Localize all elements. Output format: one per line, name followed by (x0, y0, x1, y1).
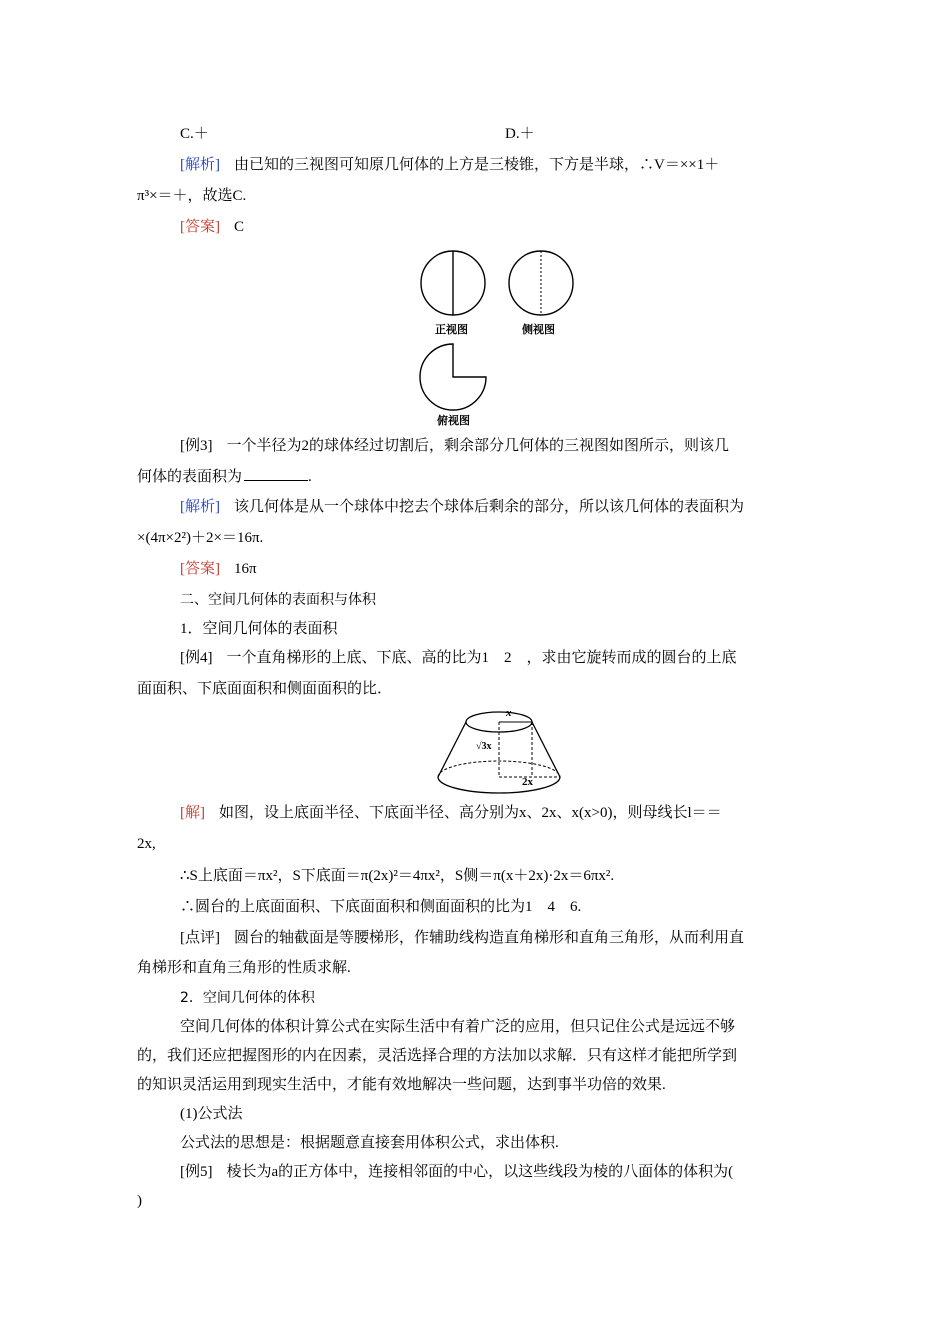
subsection-heading-2: 2．空间几何体的体积 (180, 990, 315, 1006)
method-1-heading: (1)公式法 (180, 1106, 243, 1122)
analysis-text: 由已知的三视图可知原几何体的上方是三棱锥，下方是半球，∴V＝××1＋ (234, 157, 720, 173)
answer-blank (244, 466, 308, 481)
analysis-line-2: π³×＝＋，故选C. (137, 188, 247, 204)
top-radius-label: x (506, 707, 512, 719)
paragraph-line-3: 的知识灵活运用到现实生活中，才能有效地解决一些问题，达到事半功倍的效果. (137, 1077, 666, 1093)
example-4-text: 一个直角梯形的上底、下底、高的比为1 2 ，求由它旋转而成的圆台的上底 (226, 650, 737, 666)
side-view-caption: 侧视图 (522, 323, 555, 336)
example-3-line-2 (137, 466, 312, 487)
front-view-caption: 正视图 (435, 323, 468, 336)
example-5-tag: [例5] (180, 1164, 213, 1180)
option-d: D.＋ (505, 126, 535, 142)
analysis-3-tag: [解析] (180, 499, 220, 515)
left-slant (438, 722, 466, 777)
example-4-line-1 (180, 648, 737, 668)
solution-4-tag: [解] (180, 805, 205, 821)
paragraph-line-2: 的，我们还应把握图形的内在因素，灵活选择合理的方法加以求解．只有这样才能把所学到 (137, 1048, 738, 1064)
answer-3-text: 16π (234, 561, 257, 577)
paragraph-line-1: 空间几何体的体积计算公式在实际生活中有着广泛的应用，但只记住公式是远远不够 (180, 1019, 736, 1035)
answer-line (180, 217, 244, 237)
analysis-line-1 (180, 155, 719, 175)
top-view-caption: 俯视图 (437, 414, 470, 427)
answer-3-tag: [答案] (180, 561, 220, 577)
answer-tag: [答案] (180, 219, 220, 235)
analysis-3-text: 该几何体是从一个球体中挖去个球体后剩余的部分，所以该几何体的表面积为 (234, 499, 745, 515)
example-4-line-2: 面面积、下底面面积和侧面面积的比． (137, 681, 393, 697)
solution-4-text: 如图，设上底面半径、下底面半径、高分别为x、2x、x(x>0)，则母线长l＝＝ (219, 805, 722, 821)
comment-tag: [点评] (180, 930, 220, 946)
example-3-text-2: 何体的表面积为 (137, 469, 243, 485)
bottom-front-arc (438, 777, 560, 793)
example-5-line-2: ) (137, 1193, 142, 1209)
bottom-radius-label: 2x (522, 776, 533, 788)
example-3-period: . (308, 469, 312, 485)
example-4-tag: [例4] (180, 650, 213, 666)
solution-4-line-3: ∴S上底面＝πx²，S下底面＝π(2x)²＝4πx²，S侧＝π(x＋2x)·2x＝6πx². (180, 868, 615, 884)
example-3-line-1 (180, 436, 729, 456)
option-c: C.＋ (180, 126, 209, 142)
solution-4-line-2: 2x, (137, 836, 156, 852)
example-5-line-1 (180, 1162, 733, 1182)
section-heading: 二、空间几何体的表面积与体积 (180, 592, 376, 608)
subsection-heading-1: 1．空间几何体的表面积 (180, 621, 338, 637)
top-view-shape (420, 344, 486, 410)
comment-line-1 (180, 928, 744, 948)
solution-4-line-4: ∴圆台的上底面面积、下底面面积和侧面面积的比为1 4 6. (180, 899, 582, 915)
method-1-description: 公式法的思想是：根据题意直接套用体积公式，求出体积. (180, 1135, 559, 1151)
answer-3-line (180, 559, 257, 579)
example-5-text: 棱长为a的正方体中，连接相邻面的中心，以这些线段为棱的八面体的体积为( (226, 1164, 734, 1180)
answer-text: C (234, 219, 245, 235)
comment-line-2: 角梯形和直角三角形的性质求解. (137, 960, 351, 976)
frustum-figure (436, 705, 562, 797)
solution-4-line-1 (180, 803, 722, 823)
analysis-3-line-2: ×(4π×2²)＋2×＝16π. (137, 530, 264, 546)
analysis-3-line-1 (180, 497, 744, 517)
example-3-text: 一个半径为2的球体经过切割后，剩余部分几何体的三视图如图所示，则该几 (226, 438, 730, 454)
analysis-tag: [解析] (180, 157, 220, 173)
height-label: √3x (476, 741, 492, 752)
right-slant (532, 722, 560, 777)
example-3-tag: [例3] (180, 438, 213, 454)
comment-text: 圆台的轴截面是等腰梯形，作辅助线构造直角梯形和直角三角形，从而利用直 (234, 930, 745, 946)
